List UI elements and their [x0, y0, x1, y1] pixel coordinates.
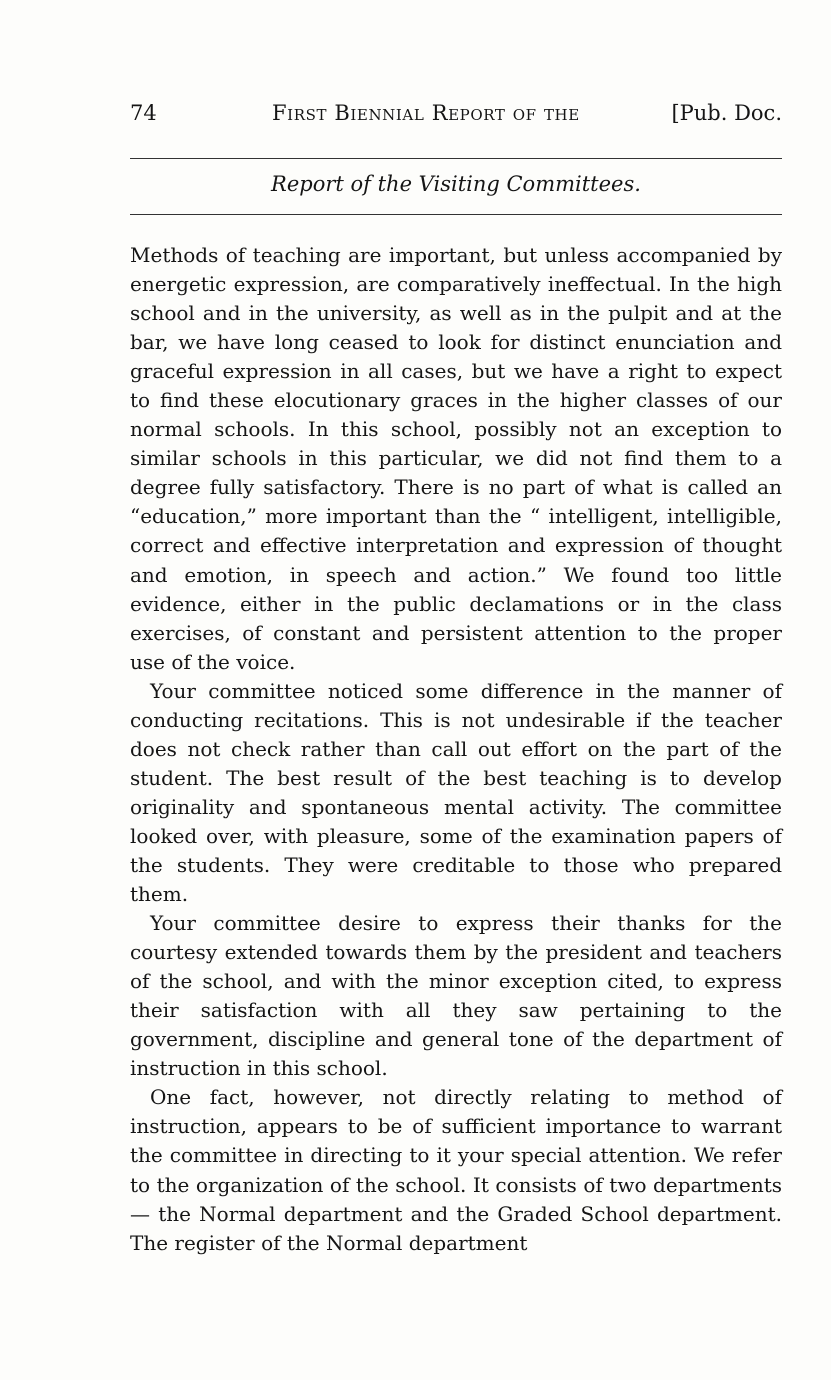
paragraph-organization: One fact, however, not directly relating to method of instruction, appears to be of sufficient importance to warrant the committee in directing to it your special attention. We refer to the organization of the school. It consists of two departments — the Normal department and the Graded School department. The register of the Normal department — [130, 1085, 782, 1255]
page-number: 74 — [130, 101, 157, 125]
paragraph-thanks: Your committee desire to express their thanks for the courtesy extended towards them by the president and teachers of the school, and with the minor exception cited, to express their satisfaction with all they saw pertaining to the government, discipline and general tone of the department of instruction in this school. — [130, 911, 782, 1081]
document-label: [Pub. Doc. — [671, 101, 782, 125]
section-heading: Report of the Visiting Committees. — [271, 172, 641, 196]
header-rule-bottom — [130, 214, 782, 215]
body-text — [130, 241, 782, 1258]
running-header — [130, 101, 782, 131]
header-rule-top — [130, 158, 782, 159]
paragraph-elocution: Methods of teaching are important, but unless accompanied by energetic expression, are comparatively ineffectual. In the high school and in the university, as well as in the pulpit and at the bar, we have long ceased to look for distinct enunciation and graceful expression in all cases, but we have a right to expect to find these elocutionary graces in the higher classes of our normal schools. In this school, possibly not an exception to similar schools in this particular, we did not find them to a degree fully satisfactory. There is no part of what is called an “education,” more important than the “ intelligent, intelligible, correct and effective interpretation and expression of thought and emotion, in speech and action.” We found too little evidence, either in the public declamations or in the class exercises, of constant and persistent attention to the proper use of the voice. — [130, 243, 782, 674]
running-title: First Biennial Report of the — [272, 101, 580, 125]
paragraph-recitations: Your committee noticed some difference in the manner of conducting recitations. This is not undesirable if the teacher does not check rather than call out effort on the part of the student. The best result of the best teaching is to develop originality and spontaneous mental activity. The committee looked over, with pleasure, some of the examination papers of the students. They were creditable to those who prepared them. — [130, 678, 782, 907]
